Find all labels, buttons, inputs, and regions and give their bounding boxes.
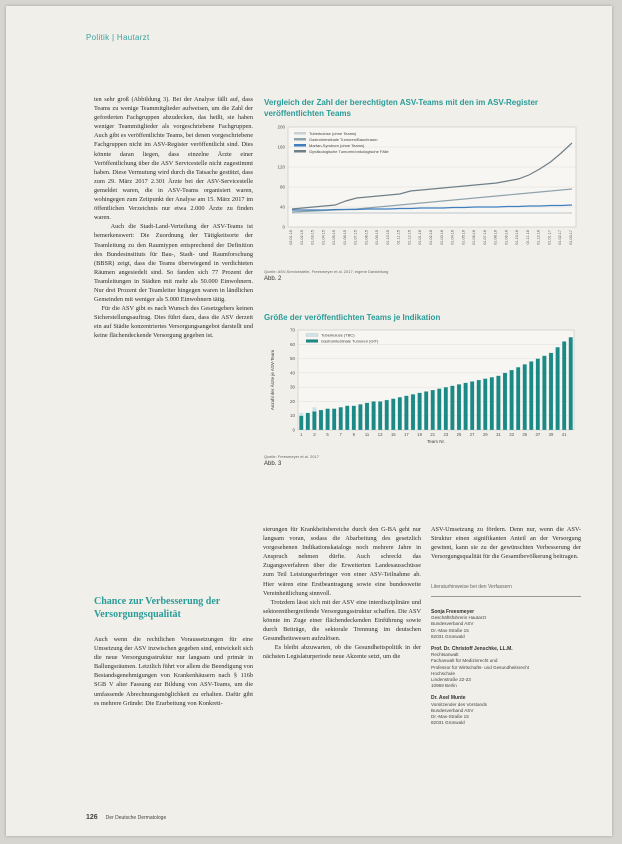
x-tick-label: 7 [339,432,342,437]
x-tick-label: 01.12.15 [407,230,412,245]
author-line: Fachanwalt für Medizinrecht und [431,658,498,664]
author-entry [431,695,581,726]
x-tick-label: 1 [300,432,303,437]
subheading: Chance zur Verbesserung der Versorgungsqualität [94,596,221,620]
author-name: Sonja Freesmeyer [431,609,475,615]
author-entry [431,609,581,640]
x-tick-label: 01.01.17 [547,230,552,245]
x-tick-label: 01.10.16 [515,230,520,245]
bar [299,416,303,430]
figure-1-title: Vergleich der Zahl der berechtigten ASV-Teams mit den im ASV-Register veröffentlichten Teams [264,98,539,118]
x-tick-label: 35 [522,432,528,437]
x-tick-label: 5 [326,432,329,437]
bar [319,410,323,430]
x-tick-label: 21 [430,432,436,437]
x-tick-label: 01.07.16 [482,230,487,245]
x-tick-label: 19 [417,432,422,437]
bar [398,397,402,430]
x-tick-label: 33 [509,432,514,437]
bar [477,380,481,430]
legend-label: Gynäkologische Tumoren/onkologische Fälle [309,148,389,154]
bar [516,367,520,430]
x-tick-label: 37 [535,432,541,437]
legend-swatch [306,334,318,337]
author-line: 82031 Grünwald [431,720,465,726]
author-line: Vorsitzender des Vorstands [431,701,487,707]
x-axis-label: Team Nr. [426,439,446,444]
author-line: Bundesverband ASV [431,621,474,627]
figure-1-source: Quelle: ASV-Servicestelle, Freesmeyer et al. 2017; eigene Darstellung [264,269,389,274]
y-tick-label: 0 [282,224,285,230]
bar [385,400,389,430]
bar [312,411,316,430]
bar [326,409,330,430]
x-tick-label: 27 [469,432,475,437]
author-name: Prof. Dr. Christoff Jenschke, LL.M. [431,646,513,653]
y-tick-label: 160 [277,144,285,150]
x-tick-label: 15 [390,432,396,437]
x-tick-label: 29 [482,432,488,437]
author-line: Dr.-Max-Straße 15 [431,627,469,633]
x-tick-label: 25 [456,432,462,437]
bar [332,409,336,430]
bar [542,356,546,430]
bar [431,390,435,430]
x-tick-label: 01.03.17 [569,230,573,245]
x-tick-label: 13 [377,432,383,437]
x-tick-label: 01.02.15 [299,230,304,245]
x-tick-label: 01.11.15 [396,230,401,245]
bar [437,389,441,430]
x-tick-label: 01.11.16 [525,230,530,245]
y-tick-label: 60 [289,341,295,347]
bar [464,383,468,430]
column-1-text-2: Auch wenn die rechtlichen Voraussetzungen für eine Umsetzung der ASV inzwischen gegeben sind, entwickelt sich die neue Versorgungsstruktur nur langsam und primär in Ballungsräumen. Letztlich führt vor allem die Beendigung von Bestandsgenehmigungen von Krankenhäusern nach § 116b SGB V alter Fassung zur Bildung von ASV-Teams, um die umfassende Abrechnungsmöglichkeit zu erhalten. Dafür gibt es mehrere Gründe: Die Erarbeitung von Konkreti- [94,636,253,707]
x-tick-label: 01.06.16 [472,230,477,245]
bar [523,364,527,430]
page-footer [86,814,166,821]
y-tick-label: 10 [289,413,295,419]
bar [372,401,376,430]
legend-swatch [294,138,306,141]
bar [490,377,494,430]
legend-label: Gastrointestinale Tumoren (GIT) [321,338,379,344]
y-axis-label: Anzahl der Ärzte je ASV-Team [270,349,275,411]
figure-1-caption: Abb. 2 [264,276,282,282]
author-name: Dr. Axel Munte [431,695,466,702]
x-tick-label: 01.01.16 [418,230,423,245]
magazine-name: Der Deutsche Dermatologe [105,815,167,821]
section-header: Politik | Hautarzt [86,33,150,42]
x-tick-label: 01.09.15 [375,230,380,245]
bar [391,399,395,430]
figure-2-source: Quelle: Freesmeyer et al. 2017 [264,454,319,459]
bar [503,373,507,430]
column-2-text: sierungen für Krankheitsbereiche durch den G-BA geht nur langsam voran, sodass die Abarbeitung des gesetzlich vorgesehenen Indikationskatalogs noch mehrere Jahre in Anspruch nehmen dürfte. Auch schreckt das Zugangsverfahren über die Erweiterten Landesausschüsse zum Teil Leistungserbringer von einer ASV-Teilnahme ab. Hier wären eine Erstbeantragung sowie eine bundesweite Vereinheitlichung sinnvoll. Trotzdem lässt sich mit der ASV eine interdisziplinäre und sektorenübergreifende Versorgungsstruktur schaffen. Die ASV könnte im Zuge einer flächendeckenden Einführung sowie durch Beiträge, die sektorale Trennung im deutschen Gesundheitswesen aufzulösen. Es bleibt abzuwarten, ob die Gesundheitspolitik in der nächsten Legislaturperiode neue Akzente setzt, um die [263,526,422,661]
bar [483,379,487,430]
y-tick-label: 30 [289,384,295,390]
figure-1-chart [264,121,582,263]
bar [418,393,422,430]
x-tick-label: 01.04.15 [321,230,326,245]
y-tick-label: 80 [279,184,285,190]
author-line: Rechtsanwalt [431,652,459,658]
x-tick-label: 01.06.15 [342,230,347,245]
bar [569,337,573,430]
bar [444,387,448,430]
page-number: 126 [86,814,98,821]
y-tick-label: 40 [279,204,285,210]
bar [358,404,362,430]
y-tick-label: 120 [277,164,285,170]
y-tick-label: 70 [289,327,295,333]
author-line: Bundesverband ASV [431,707,474,713]
legend-label: Tuberkulose (TBC) [321,332,355,338]
x-tick-label: 01.09.16 [504,230,509,245]
bar [404,396,408,430]
author-entry [431,646,581,689]
x-tick-label: 01.02.16 [429,230,433,245]
x-tick-label: 01.08.16 [493,230,498,245]
legend-swatch [294,144,306,147]
legend-swatch [306,340,318,343]
bar [510,370,514,430]
bar [365,403,369,430]
literature-note: Literaturhinweise bei den Verfassern [431,584,512,590]
page [6,6,612,836]
author-line: 82031 Grünwald [431,633,465,639]
x-tick-label: 01.08.15 [364,230,369,245]
x-tick-label: 31 [496,432,501,437]
y-tick-label: 20 [289,398,295,404]
column-3-text: ASV-Umsetzung zu fördern. Denn nur, wenn die ASV-Struktur einen signifikanten Anteil an der Versorgung gewinnt, kann sie zu der gewünschten Verbesserung der Versorgungsqualität für die Gesamtbevölkerung beitragen. [431,526,581,561]
author-info [431,609,581,732]
x-tick-label: 01.04.16 [450,230,455,245]
x-tick-label: 41 [561,432,567,437]
x-tick-label: 11 [364,432,370,437]
bar [549,353,553,430]
author-line: Dr.-Max-Straße 15 [431,714,469,720]
x-tick-label: 3 [313,432,316,437]
bar [345,406,349,430]
bar [424,391,428,430]
x-tick-label: 01.03.16 [439,230,444,245]
bar [306,413,310,430]
bar [496,376,500,430]
bar [411,394,415,430]
x-tick-label: 01.03.15 [310,230,315,245]
legend-label: Tuberkulose (ohne Teams) [309,130,357,136]
author-line: Geschäftsführerin Hautarzt [431,615,486,621]
figure-2-chart [264,324,582,452]
bar [339,407,343,430]
y-tick-label: 0 [292,427,295,433]
y-tick-label: 200 [277,124,285,130]
bar [529,361,533,430]
x-tick-label: 9 [352,432,356,437]
author-line: Hochschule [431,670,456,676]
x-tick-label: 02.01.15 [289,230,293,245]
legend-swatch [294,150,306,153]
divider [431,596,581,597]
legend-swatch [294,132,306,135]
x-tick-label: 01.10.15 [385,230,390,245]
y-tick-label: 50 [289,356,295,362]
bar [378,401,382,430]
author-line: Professor für Wirtschafts- und Gesundheitsrecht [431,664,530,670]
x-tick-label: 01.02.17 [558,230,563,245]
bar [450,386,454,430]
figure-2-caption: Abb. 3 [264,461,282,467]
bar [352,406,356,430]
x-tick-label: 01.05.15 [332,230,337,245]
x-tick-label: 39 [548,432,554,437]
x-tick-label: 23 [443,432,449,437]
author-line: Lindenstraße 22-23 [431,677,471,683]
bar [562,341,566,430]
x-tick-label: 01.07.15 [353,230,358,245]
x-tick-label: 01.05.16 [461,230,466,245]
legend-label: Marfan-Syndrom (ohne Teams) [309,142,365,148]
y-tick-label: 40 [289,370,295,376]
bar [457,384,461,430]
figure-2-title: Größe der veröffentlichten Teams je Indikation [264,313,441,322]
bar [536,359,540,430]
legend-label: Gastrointestinale Tumoren/Bauchraum [309,136,378,142]
bar [556,347,560,430]
author-line: 10969 Berlin [431,683,457,689]
column-1-text: ten sehr groß (Abbildung 3). Bei der Analyse fällt auf, dass Teams zu wenige Teammitglieder aufweisen, um die Zahl der geforderten Fachgruppen abzudecken, das heißt, sie haben weniger Teammitglieder als vorgeschriebene Fachgruppen. Auch gibt es veröffentlichte Teams, bei denen vorgeschriebene Fachgruppen nicht im ASV-Register veröffentlicht sind. Dies könnte daran liegen, dass einzelne Ärzte einer Veröffentlichung über die ASV Servicestelle nicht zugestimmt haben. Diese Vermutung wird durch die Tatsache gestützt, dass zum 29. März 2017 2.301 Ärzte bei der ASV-Servicestelle gemeldet waren, die in ASV-Teams organisiert waren, wohingegen zum Zeitpunkt der Analyse am 15. März 2017 im öffentlichen Verzeichnis nur etwa 2.000 Ärzte zu finden waren. Auch die Stadt-Land-Verteilung der ASV-Teams ist bemerkenswert: Die Zuordnung der Tätigkeitsorte der Teamleitung zu den Raumtypen entsprechend der Definition des Bundesinstituts für Bau-, Stadt- und Raumforschung (BBSR) zeigt, dass die Teams überwiegend in verdichteten Räumen angesiedelt sind. So fanden sich 77 Prozent der Teamleitungen in Städten mit mehr als 50.000 Einwohnern. Nur drei Prozent der Teamleiter hingegen waren in ländlichen Gemeinden mit weniger als 5.000 Einwohnern tätig. Für die ASV gibt es nach Wunsch des Gesetzgebers keinen Sicherstellungsauftrag. Dies führt dazu, dass die ASV derzeit ein auf Städte konzentriertes Versorgungsangebot darstellt und keine flächendeckende Versorgung gegeben ist. [94,96,254,340]
bar [470,381,474,430]
x-tick-label: 01.12.16 [536,230,541,245]
x-tick-label: 17 [404,432,409,437]
